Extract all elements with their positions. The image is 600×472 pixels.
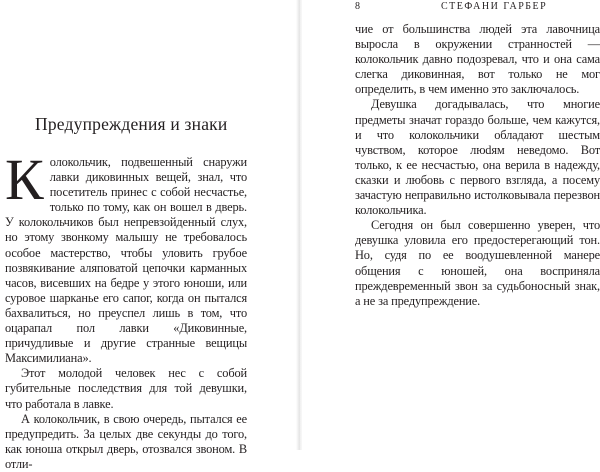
paragraph: Девушка догадывалась, что многие предметы значат гораздо больше, чем кажутся, и что колокольчики обладают шестым чувством, которое люdям неведомо. Вот только, к ее несчастью, она верила в надежду, сказки и любовь с первого взгляда, а посему зачастую неправильно истолковывала перезвон колокольчика.	[355, 97, 600, 218]
paragraph: Этот молодой человек нес с собой губительные последствия для той девушки, что работала в лавке.	[5, 366, 247, 411]
paragraph	[5, 147, 247, 366]
left-page	[0, 0, 298, 471]
chapter-title: Предупреждения и знаки	[35, 114, 228, 134]
paragraph-text: олокольчик, подвешенный снаружи лавки диковинных вещей, знал, что посетитель принес с собой несчастье, только по тому, как он вошел в дверь. У колокольчиков был непревзойденный слух, но этому звонкому малышу не требовалось особое мастерство, чтобы уловить грубое позвякивание аляповатой цепочки карманных часов, висевших на бедре у этого юноши, или суровое шарканье его сапог, когда он пытался бахвалиться, но преуспел лишь в том, что оцарапал пол лавки «Диковинные, причудливые и другие странные вещицы Максимилиана».	[5, 155, 247, 366]
page-header	[355, 1, 600, 14]
paragraph: А колокольчик, в свою очередь, пытался ее предупредить. За целых две секунды до того, как юноша открыл дверь, отозвался звоном. В отли-	[5, 411, 247, 471]
drop-cap: К	[5, 147, 44, 212]
right-body-text	[355, 22, 600, 309]
running-head: СТЕФАНИ ГАРБЕР	[441, 1, 548, 12]
left-body-text	[5, 147, 247, 472]
page-number: 8	[355, 1, 362, 12]
paragraph: Сегодня он был совершенно уверен, что девушка уловила его предостерегающий тон. Но, судя по ее воодушевленной манере общения с юношей, она восприняла преждевременный звон за судьбоносный знак, а не за предупреждение.	[355, 218, 600, 308]
paragraph: чие от большинства людей эта лавочница выросла в окружении странностей — колокольчик давно подозревал, что и она сама слегка диковинная, вот только не мог определить, в чем именно это заключалось.	[355, 22, 600, 97]
right-page	[302, 0, 600, 450]
